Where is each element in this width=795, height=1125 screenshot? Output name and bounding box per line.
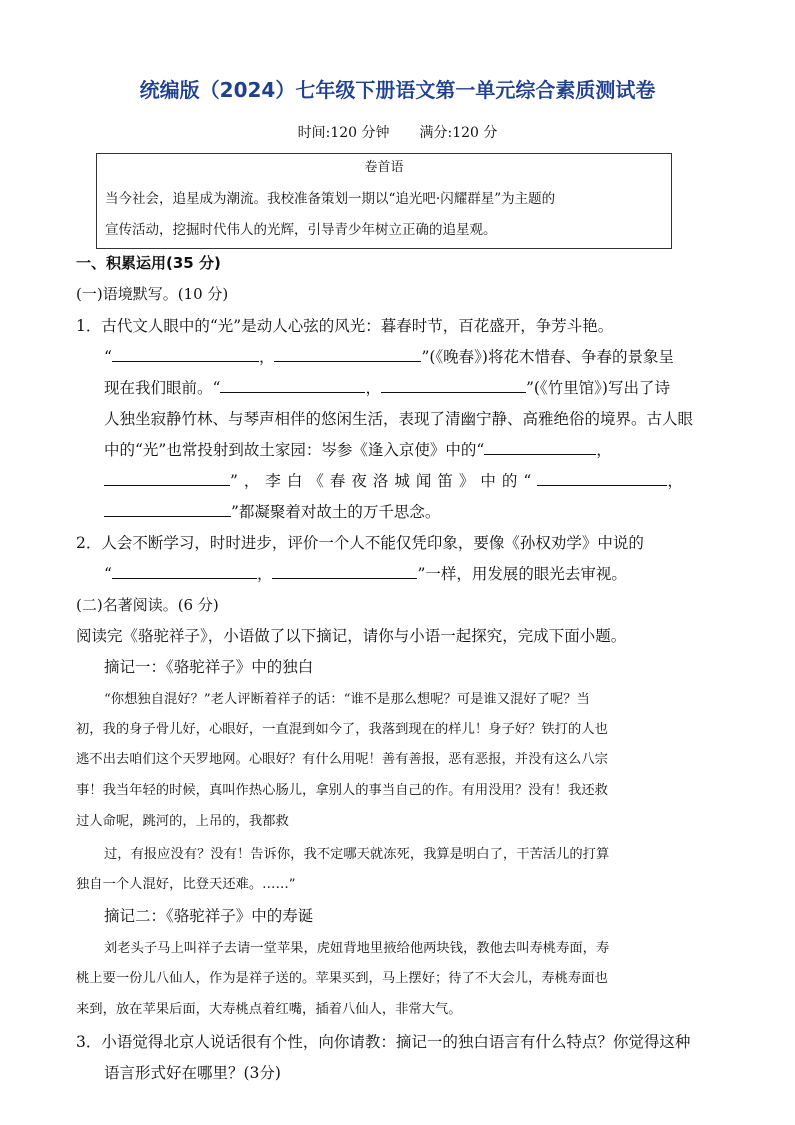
answer-blank[interactable] — [484, 439, 596, 456]
q1-line-7-tail: ”都凝聚着对故土的万千思念。 — [231, 503, 441, 521]
q1-line-3 — [104, 376, 670, 398]
answer-blank[interactable] — [274, 346, 421, 363]
excerpt-1-line: 事！我当年轻的时候，真叫作热心肠儿，拿别人的事当自己的作。有用没用？没有！我还救 — [76, 783, 608, 798]
answer-blank[interactable] — [272, 563, 417, 580]
q1-line-3-head: 现在我们眼前。“ — [104, 379, 221, 397]
section-heading: 一、积累运用(35 分) — [76, 254, 221, 272]
q1-line-1: 1．古代文人眼中的“光”是动人心弦的风光：暮春时节，百花盛开，争芳斗艳。 — [76, 317, 614, 335]
preface-title: 卷首语 — [364, 160, 404, 175]
page-title: 统编版（2024）七年级下册语文第一单元综合素质测试卷 — [139, 78, 656, 102]
excerpt-2-line: 桃上要一份儿八仙人，作为是祥子送的。苹果买到，马上摆好；待了不大会儿，寿桃寿面也 — [76, 971, 608, 986]
subsection-reading: (二)名著阅读。(6 分) — [76, 596, 219, 614]
answer-blank[interactable] — [112, 563, 257, 580]
q1-line-2-tail: ”(《晚春》)将花木惜春、争春的景象呈 — [421, 348, 674, 366]
quote-mark: “ — [104, 348, 112, 366]
subsection-dictation: (一)语境默写。(10 分) — [76, 285, 229, 303]
q2-line-2-tail: ”一样，用发展的眼光去审视。 — [417, 565, 627, 583]
excerpt-2-heading: 摘记二：《骆驼祥子》中的寿诞 — [104, 907, 314, 925]
excerpt-1-line: 独自一个人混好，比登天还难。……” — [76, 877, 296, 892]
q1-line-5-head: 中的“光”也常投射到故土家园：岑参《逢入京使》中的“ — [104, 441, 485, 459]
excerpt-1-line: 初，我的身子骨儿好，心眼好，一直混到如今了，我落到现在的样儿！身子好？铁打的人也 — [76, 722, 608, 737]
answer-blank[interactable] — [104, 470, 230, 487]
answer-blank[interactable] — [537, 470, 667, 487]
comma: ， — [365, 379, 381, 397]
excerpt-1-line: “你想独自混好？”老人评断着祥子的话：“谁不是那么想呢？可是谁又混好了呢？当 — [104, 692, 590, 707]
answer-blank[interactable] — [112, 346, 259, 363]
q2-line-2 — [104, 562, 627, 584]
excerpt-1-heading: 摘记一：《骆驼祥子》中的独白 — [104, 658, 314, 676]
preface-line-2: 宣传活动，挖掘时代伟人的光辉，引导青少年树立正确的追星观。 — [105, 222, 497, 238]
q2-line-1: 2．人会不断学习，时时进步，评价一个人不能仅凭印象，要像《孙权劝学》中说的 — [76, 534, 644, 552]
q1-line-3-tail: ”(《竹里馆》)写出了诗 — [525, 379, 670, 397]
answer-blank[interactable] — [104, 501, 231, 518]
answer-blank[interactable] — [220, 377, 365, 394]
q1-line-5 — [104, 438, 612, 460]
excerpt-1-line: 过，有报应没有？没有！告诉你，我不定哪天就冻死，我算是明白了，干苦活儿的打算 — [104, 847, 610, 862]
excerpt-2-line: 来到，放在苹果后面，大寿桃点着红嘴，插着八仙人，非常大气。 — [76, 1002, 462, 1017]
comma: ， — [258, 348, 275, 366]
reading-intro: 阅读完《骆驼祥子》，小语做了以下摘记，请你与小语一起探究，完成下面小题。 — [76, 627, 627, 645]
quote-mark: “ — [104, 565, 112, 583]
q1-line-6 — [104, 469, 683, 491]
excerpt-2-line: 刘老头子马上叫祥子去请一堂苹果，虎妞背地里掖给他两块钱，教他去叫寿桃寿面，寿 — [104, 941, 610, 956]
q3-line-1: 3．小语觉得北京人说话很有个性，向你请教：摘记一的独白语言有什么特点？你觉得这种 — [76, 1033, 691, 1051]
q3-line-2: 语言形式好在哪里？(3分) — [104, 1064, 281, 1082]
preface-box — [96, 153, 672, 249]
answer-blank[interactable] — [381, 377, 526, 394]
comma: ， — [596, 441, 612, 459]
comma: ， — [256, 565, 273, 583]
exam-meta — [0, 122, 795, 142]
excerpt-1-line: 过人命呢，跳河的，上吊的，我都救 — [76, 814, 289, 829]
q1-line-7 — [104, 500, 440, 522]
q1-line-4: 人独坐寂静竹林、与琴声相伴的悠闲生活，表现了清幽宁静、高雅绝俗的境界。古人眼 — [104, 410, 694, 428]
exam-time: 时间:120 分钟 — [297, 125, 390, 141]
exam-score: 满分:120 分 — [419, 125, 498, 141]
q1-line-6-mid: ”，李白《春夜洛城闻笛》中的“ — [230, 472, 538, 490]
excerpt-1-line: 逃不出去咱们这个天罗地网。心眼好？有什么用呢！善有善报，恶有恶报，并没有这么八宗 — [76, 752, 608, 767]
preface-line-1: 当今社会，追星成为潮流。我校准备策划一期以“追光吧·闪耀群星”为主题的 — [105, 191, 556, 207]
comma: ， — [667, 472, 683, 490]
q1-line-2 — [104, 345, 674, 367]
